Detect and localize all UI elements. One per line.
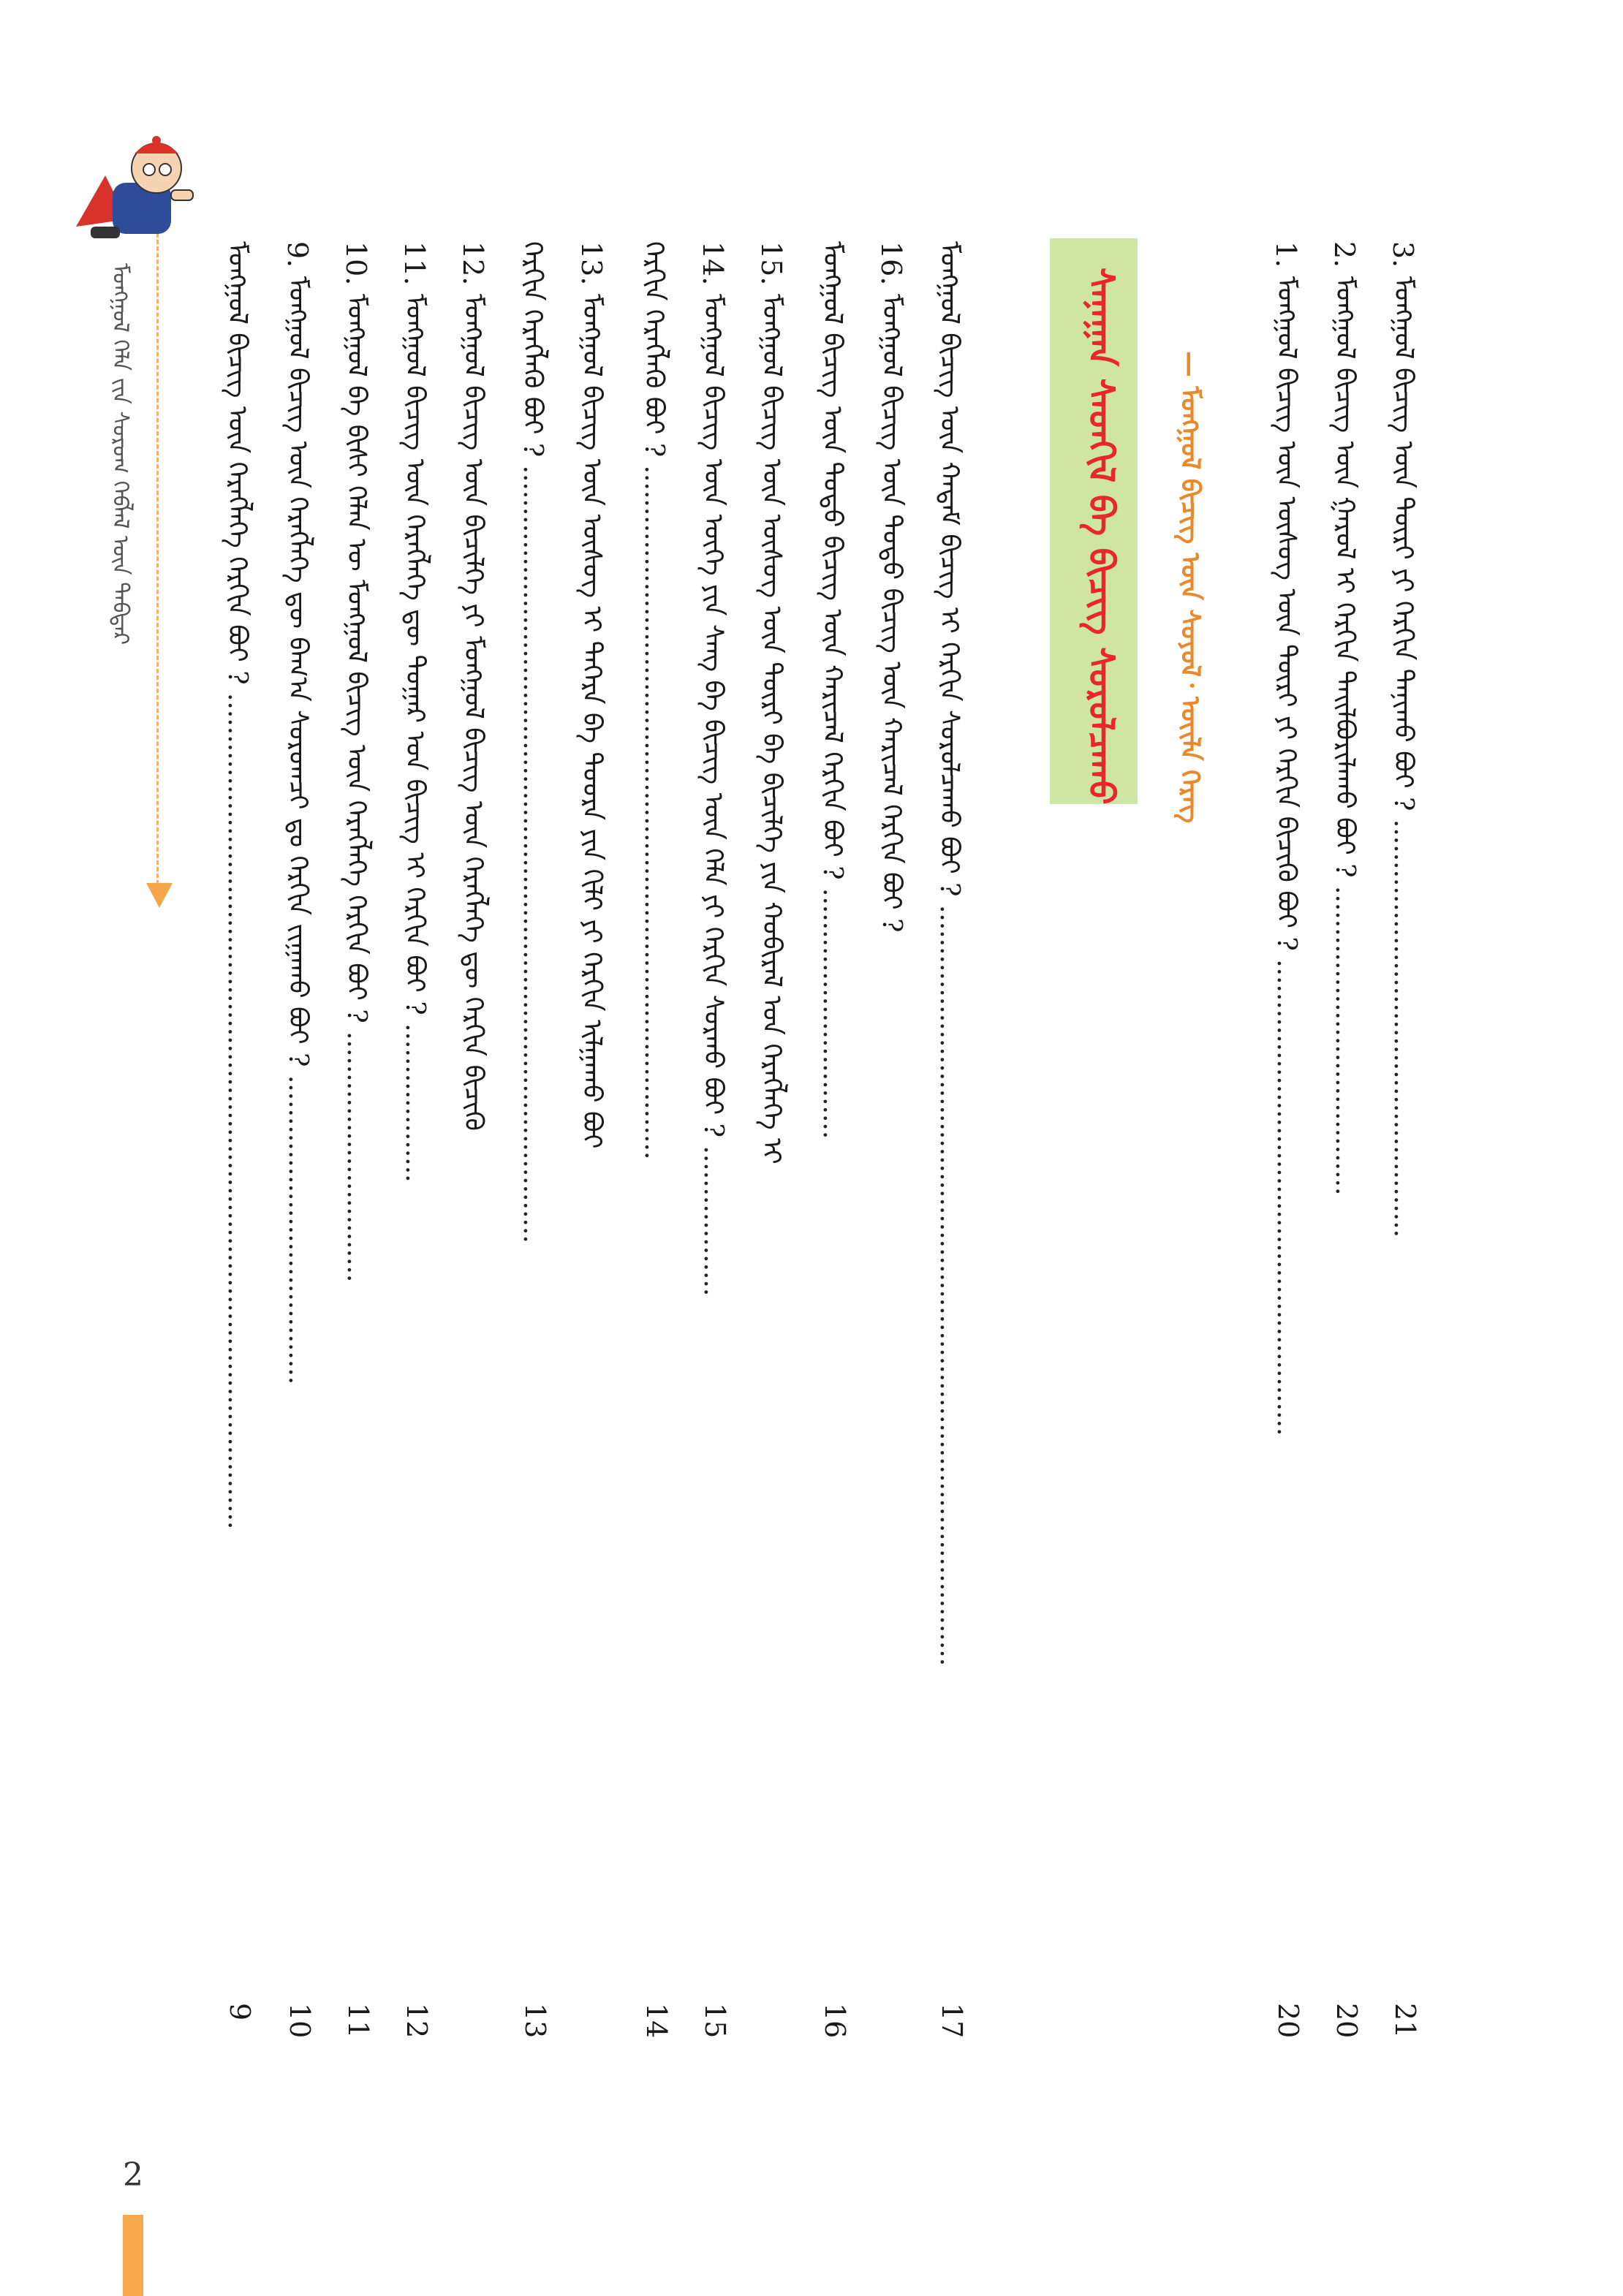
list-item	[398, 241, 431, 1183]
leader-dots: .............................................................................................	[518, 465, 548, 1243]
item-text: ᠮᠣᠩᠭᠣᠯ ᠪᠢᠴᠢᠭ᠌ ᠦᠨ ᠬᠠᠳᠠᠮ ᠪᠢᠴᠢᠭ ᠢ ᠬᠡᠷᠬᠢᠨ ᠰᠤᠷᠤᠯᠴᠠᠬᠤ ᠪᠤᠢ ?	[934, 241, 964, 897]
item-page: 11	[342, 2003, 374, 2039]
leader-dots: ..................	[698, 1145, 728, 1297]
list-item	[936, 241, 962, 1666]
list-item	[281, 241, 314, 1385]
item-page: 16	[819, 2003, 851, 2039]
leader-dots: ....................................................................................................	[222, 693, 252, 1530]
list-item	[699, 241, 727, 1296]
leader-dots: ..............................	[817, 888, 847, 1140]
page-number: 2	[123, 2156, 143, 2194]
item-text: ᠮᠣᠩᠭᠣᠯ ᠪᠢᠴᠢᠭ᠌ ᠦᠨ ᠬᠡᠷᠡᠭᠯᠡᠭᠡ ᠳᠦ ᠳᠤᠭᠠᠷ ᠤᠨ ᠪᠢᠴᠢᠭ ᠢ ᠬᠡᠷᠬᠢᠨ ᠪᠤᠢ ?	[400, 293, 430, 1015]
item-text: ᠮᠣᠩᠭᠣᠯ ᠪᠢᠴᠢᠭ᠌ ᠦᠨ ᠲᠣᠳᠣ ᠪᠢᠴᠢᠭ᠌ ᠦᠨ ᠬᠠᠷᠢᠴᠠᠯ ᠬᠡᠷᠬᠢᠨ ᠪᠤᠢ ?	[817, 241, 847, 880]
page-accent-bar	[123, 2215, 143, 2296]
leader-dots: ..................................................	[1388, 819, 1418, 1238]
item-text: ᠮᠣᠩᠭᠣᠯ ᠪᠢᠴᠢᠭ᠌ ᠦᠨ ᠦᠰᠦᠭ ᠢ ᠳᠡᠭᠡᠷᠡ ᠪᠠ ᠳᠣᠣᠷᠠ ᠶᠢᠨ ᠬᠢᠯᠢ ᠶᠢ ᠬᠡᠷᠬᠢᠨ ᠢᠯᠭᠠᠬᠤ ᠪᠤᠢ	[577, 293, 607, 1149]
list-item	[1328, 241, 1361, 1196]
item-number: 2.	[1328, 241, 1361, 268]
item-text: ᠮᠣᠩᠭᠣᠯ ᠪᠢᠴᠢᠭ᠌ ᠦᠨ ᠪᠢᠴᠢᠯᠭᠡ ᠶᠢ ᠮᠣᠩᠭᠣᠯ ᠪᠢᠴᠢᠭ᠌ ᠦᠨ ᠬᠡᠷᠡᠭᠯᠡᠭᠡ ᠳᠦ ᠬᠡᠷᠬᠢᠨ ᠪᠢᠴᠢᠬᠦ	[458, 293, 488, 1131]
leader-dots: .....................................	[1330, 886, 1360, 1196]
item-text: ᠮᠣᠩᠭᠣᠯ ᠪᠢᠴᠢᠭ᠌ ᠦᠨ ᠳᠦᠷᠢ ᠶᠢ ᠬᠡᠷᠬᠢᠨ ᠲᠠᠨᠢᠬᠤ ᠪᠤᠢ ?	[1388, 276, 1418, 811]
section-banner	[1050, 238, 1138, 804]
item-number: 3.	[1387, 241, 1419, 268]
item-number: 11.	[398, 241, 431, 286]
item-page: 21	[1389, 2003, 1421, 2039]
item-text: ᠮᠣᠩᠭᠣᠯ ᠪᠢᠴᠢᠭ᠌ ᠦᠨ ᠭᠠᠷᠤᠯ ᠢ ᠬᠡᠷᠬᠢᠨ ᠲᠠᠢᠯᠪᠤᠷᠢᠯᠠᠬᠤ ᠪᠤᠢ ?	[1330, 276, 1360, 878]
list-item	[877, 241, 905, 932]
leader-dots: .....................................	[283, 1075, 313, 1385]
list-item	[459, 241, 487, 1131]
item-number: 13.	[575, 241, 608, 286]
item-text: ᠮᠣᠩᠭᠣᠯ ᠪᠢᠴᠢᠭ᠌ ᠦᠨ ᠦᠭᠡ ᠶᠢᠨ ᠰᠠᠩ ᠪᠠ ᠪᠢᠴᠢᠭ᠌ ᠦᠨ ᠬᠡᠯᠡ ᠶᠢ ᠬᠡᠷᠬᠢᠨ ᠰᠤᠷᠬᠤ ᠪᠤᠢ ?	[698, 293, 728, 1137]
item-text: ᠮᠣᠩᠭᠣᠯ ᠪᠠ ᠪᠢᠰᠢ ᠬᠡᠯᠡᠨ ᠦ ᠮᠣᠩᠭᠣᠯ ᠪᠢᠴᠢᠭ᠌ ᠦᠨ ᠬᠡᠷᠡᠭᠯᠡᠭᠡ ᠬᠡᠷᠬᠢᠨ ᠪᠤᠢ ?	[341, 293, 371, 1023]
item-text: ᠮᠣᠩᠭᠣᠯ ᠪᠢᠴᠢᠭ᠌ ᠦᠨ ᠲᠣᠳᠣ ᠪᠢᠴᠢᠭ᠌ ᠦᠨ ᠬᠠᠷᠢᠴᠠᠯ ᠬᠡᠷᠬᠢᠨ ᠪᠤᠢ ?	[877, 293, 907, 933]
item-number: 16.	[875, 241, 907, 286]
leader-dots: ...................	[400, 1023, 430, 1183]
leader-dots: ...................................................................................	[639, 465, 669, 1160]
list-item	[757, 241, 785, 1164]
list-item	[224, 241, 250, 1529]
item-page: 14	[640, 2003, 673, 2039]
list-item	[1272, 241, 1300, 1436]
list-item	[575, 241, 608, 1149]
side-dashed-line	[156, 227, 159, 884]
side-arrow-icon	[146, 883, 173, 908]
item-page: 15	[699, 2003, 731, 2039]
leader-dots: ..............................	[341, 1031, 371, 1283]
item-page: 20	[1272, 2003, 1304, 2039]
item-number: 14.	[697, 241, 729, 286]
leader-dots: .........................................................	[1271, 959, 1301, 1436]
boy-mascot-icon	[61, 132, 215, 278]
item-number: 12.	[457, 241, 489, 286]
item-number: 15.	[755, 241, 787, 286]
item-page: 12	[401, 2003, 433, 2039]
item-page: 20	[1331, 2003, 1363, 2039]
item-page: 9	[224, 2003, 256, 2021]
item-number: 1.	[1270, 241, 1302, 268]
item-text: ᠮᠣᠩᠭᠣᠯ ᠪᠢᠴᠢᠭ᠌ ᠦᠨ ᠦᠰᠦᠭ ᠦᠨ ᠳᠦᠷᠢ ᠪᠠ ᠪᠢᠴᠢᠯᠭᠡ ᠶᠢᠨ ᠬᠤᠪᠢᠷᠠᠯ ᠤᠨ ᠬᠡᠷᠡᠭᠯᠡᠭᠡ ᠢ	[757, 293, 787, 1164]
list-item	[342, 241, 370, 1282]
item-number: 10.	[340, 241, 372, 286]
section-title: ᠰᠠᠨᠠᠭᠠᠨ ᠰᠡᠳᠬᠢᠯ ᠪᠠ ᠪᠢᠴᠢᠭ ᠰᠤᠷᠤᠯᠴᠠᠬᠤ	[1081, 268, 1121, 805]
running-header: ᠮᠣᠩᠭᠣᠯ ᠬᠡᠯᠡ ᠵᠢᠨ ᠰᠤᠷᠤᠭ ᠬᠡᠪᠯᠡᠯ ᠦᠨ ᠳᠡᠪᠲᠡᠷ	[107, 263, 133, 645]
item-page: 10	[284, 2003, 316, 2039]
item-text: ᠮᠣᠩᠭᠣᠯ ᠪᠢᠴᠢᠭ᠌ ᠦᠨ ᠬᠡᠷᠡᠭᠯᠡᠭᠡ ᠳᠦ ᠪᠠᠭ᠎ᠠ ᠰᠤᠷᠤᠭᠴᠢ ᠳᠤ ᠬᠡᠷᠬᠢᠨ ᠵᠢᠭᠠᠬᠤ ᠪᠤᠢ ?	[283, 276, 313, 1067]
leader-dots: ...........................................................................................	[934, 904, 964, 1667]
item-text: ᠬᠡᠷᠬᠢᠨ ᠬᠡᠷᠡᠭᠯᠡᠬᠦ ᠪᠤᠢ ?	[518, 241, 548, 458]
item-text: ᠮᠣᠩᠭᠣᠯ ᠪᠢᠴᠢᠭ᠌ ᠦᠨ ᠬᠡᠷᠡᠭᠯᠡᠭᠡ ᠬᠡᠷᠬᠢᠨ ᠪᠤᠢ ?	[222, 241, 252, 685]
item-text: ᠬᠡᠷᠬᠢᠨ ᠬᠡᠷᠡᠭᠯᠡᠬᠦ ᠪᠤᠢ ?	[639, 241, 669, 458]
item-number: 9.	[281, 241, 314, 268]
section-subtitle: — ᠮᠣᠩᠭᠣᠯ ᠪᠢᠴᠢᠭ᠌ ᠦᠨ ᠰᠣᠶᠣᠯ᠂ ᠦᠢᠯᠡ ᠬᠡᠷᠡᠭ	[1175, 351, 1205, 824]
list-item	[819, 241, 845, 1139]
item-text: ᠮᠣᠩᠭᠣᠯ ᠪᠢᠴᠢᠭ᠌ ᠦᠨ ᠦᠰᠦᠭ ᠦᠨ ᠳᠦᠷᠢ ᠶᠢ ᠬᠡᠷᠬᠢᠨ ᠪᠢᠴᠢᠬᠦ ᠪᠤᠢ ?	[1271, 276, 1301, 951]
list-item	[640, 241, 667, 1159]
item-page: 13	[519, 2003, 551, 2039]
list-item	[518, 241, 548, 1243]
list-item	[1389, 241, 1417, 1238]
item-page: 17	[936, 2003, 968, 2039]
